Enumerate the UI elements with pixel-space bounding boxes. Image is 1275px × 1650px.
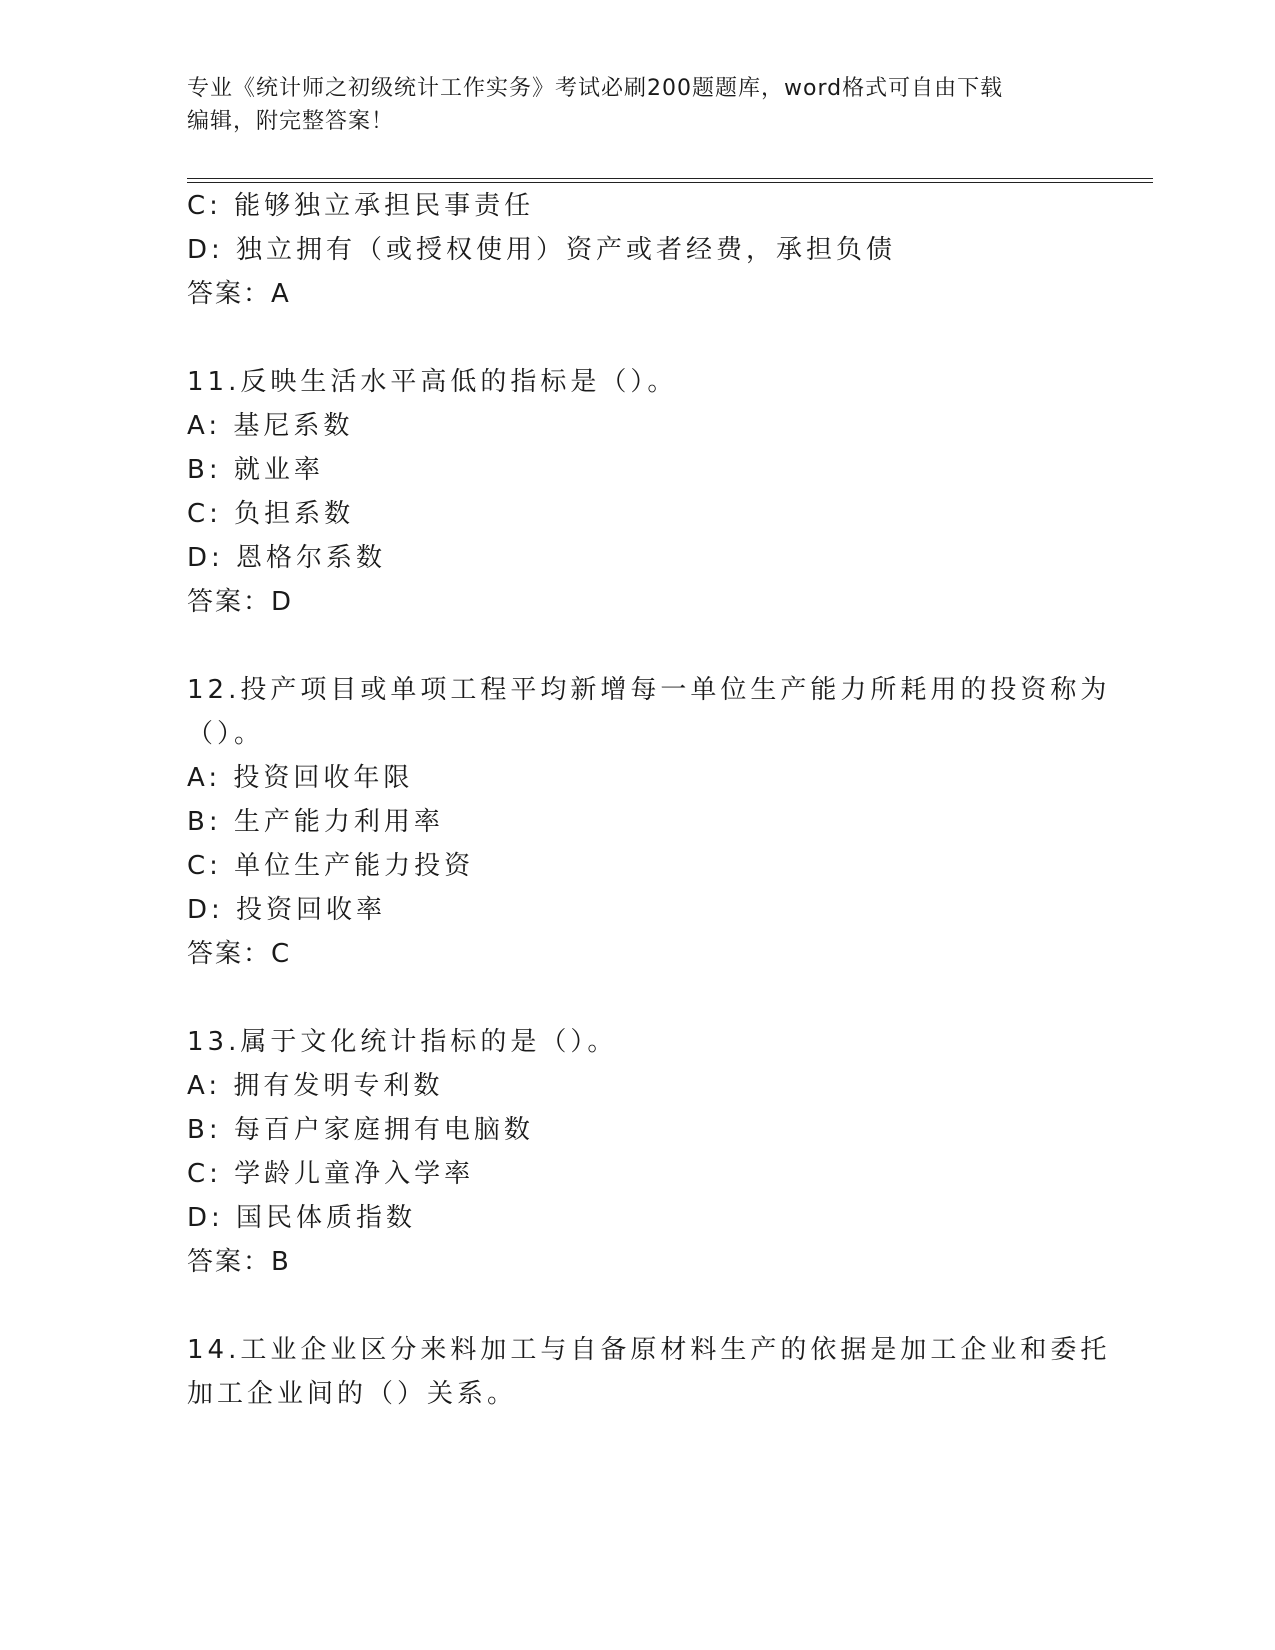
q12-option-d: D: 投资回收率 (187, 895, 387, 925)
q11-option-d: D: 恩格尔系数 (187, 543, 387, 573)
prev-answer: 答案：A (187, 279, 291, 309)
prev-option-d: D: 独立拥有（或授权使用）资产或者经费，承担负债 (187, 235, 897, 265)
q12-option-a: A: 投资回收年限 (187, 763, 414, 793)
q13-question: 13.属于文化统计指标的是（）。 (187, 1027, 618, 1057)
header-divider-bottom (187, 182, 1153, 183)
q12-option-b: B: 生产能力利用率 (187, 807, 444, 837)
q12-question-line-2: （）。 (187, 719, 265, 749)
q12-answer: 答案：C (187, 939, 292, 969)
q13-option-d: D: 国民体质指数 (187, 1203, 417, 1233)
document-header (187, 72, 1067, 138)
q12-option-c: C: 单位生产能力投资 (187, 851, 475, 881)
header-divider-top (187, 178, 1153, 179)
q11-answer: 答案：D (187, 587, 294, 617)
header-line-1: 专业《统计师之初级统计工作实务》考试必刷200题题库，word格式可自由下载 (187, 76, 1004, 101)
q13-option-c: C: 学龄儿童净入学率 (187, 1159, 475, 1189)
q11-question: 11.反映生活水平高低的指标是（）。 (187, 367, 678, 397)
q13-option-b: B: 每百户家庭拥有电脑数 (187, 1115, 534, 1145)
q11-option-a: A: 基尼系数 (187, 411, 354, 441)
q11-option-c: C: 负担系数 (187, 499, 355, 529)
q14-question-line-1: 14.工业企业区分来料加工与自备原材料生产的依据是加工企业和委托 (187, 1335, 1111, 1365)
prev-option-c: C: 能够独立承担民事责任 (187, 191, 535, 221)
q14-question-line-2: 加工企业间的（）关系。 (187, 1379, 518, 1409)
q13-option-a: A: 拥有发明专利数 (187, 1071, 444, 1101)
header-line-2: 编辑，附完整答案！ (187, 109, 395, 134)
q12-question-line-1: 12.投产项目或单项工程平均新增每一单位生产能力所耗用的投资称为 (187, 675, 1111, 705)
q13-answer: 答案：B (187, 1247, 291, 1277)
q11-option-b: B: 就业率 (187, 455, 324, 485)
